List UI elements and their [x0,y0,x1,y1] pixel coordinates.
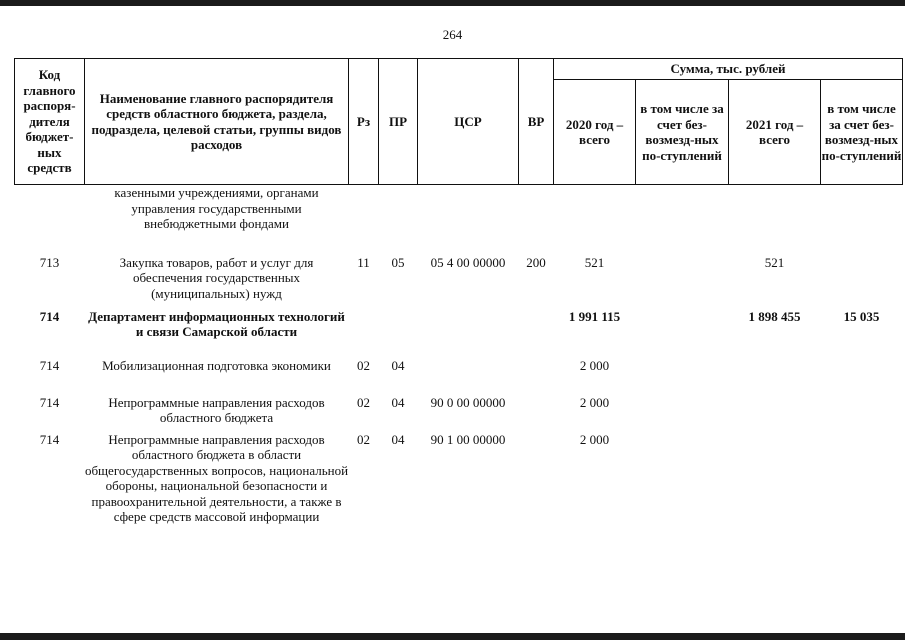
cell-2020-grants [636,255,729,309]
cell-2021-total: 1 898 455 [748,308,801,324]
cell-2020-grants [636,309,729,358]
cell-name: Непрограммные направления расходов областного бюджета [108,394,325,425]
cell-csr: 05 4 00 00000 [430,254,506,270]
cell-2021-total [729,185,821,255]
table-row [15,255,903,309]
budget-table [14,58,903,568]
cell-2021-grants [821,395,903,432]
header-pr: ПР [379,59,418,185]
cell-name: Непрограммные направления расходов областного бюджета в области общегосударственных вопросов, национальной обороны, национальной безопасности и правоохранительной деятельности, а также в сфере средств массовой информации [84,431,349,524]
cell-2021-total [729,358,821,395]
cell-2020-total: 2 000 [579,431,610,447]
scan-edge-top [0,0,905,6]
cell-2021-grants: 15 035 [843,308,880,324]
cell-vr [519,358,554,395]
cell-rz: 02 [357,431,370,447]
scan-edge-bottom [0,633,905,640]
cell-csr [418,309,519,358]
cell-pr [379,309,418,358]
cell-code: 714 [39,431,60,447]
cell-vr [519,395,554,432]
cell-2021-total: 521 [764,254,785,270]
cell-code: 714 [39,394,60,410]
table-row [15,432,903,568]
cell-2020-total: 2 000 [579,357,610,373]
cell-rz: 02 [357,394,370,410]
cell-2020-grants [636,395,729,432]
cell-2020-grants [636,185,729,255]
header-csr: ЦСР [418,59,519,185]
cell-rz [349,185,379,255]
cell-name: Мобилизационная подготовка экономики [102,357,331,373]
cell-2021-total [729,395,821,432]
cell-2020-total [554,185,636,255]
cell-vr [519,432,554,568]
header-name: Наименование главного распорядителя средств областного бюджета, раздела, подраздела, целевой статьи, группы видов расходов [85,59,349,185]
cell-2021-total [729,432,821,568]
cell-pr: 04 [391,357,405,373]
table-row [15,395,903,432]
header-2021-total: 2021 год – всего [729,80,821,185]
cell-pr: 05 [391,254,405,270]
header-sum-group: Сумма, тыс. рублей [554,59,903,80]
table-row [15,358,903,395]
cell-2021-grants [821,432,903,568]
cell-rz: 02 [357,357,370,373]
cell-vr [519,185,554,255]
header-code: Код главного распоря-дителя бюджет-ных средств [15,59,85,185]
cell-2021-grants [821,185,903,255]
cell-2020-total: 521 [584,254,605,270]
cell-code: 714 [39,357,60,373]
cell-2020-grants [636,432,729,568]
header-vr: ВР [519,59,554,185]
cell-name: казенными учреждениями, органами управления государственными внебюджетными фондами [114,185,319,231]
cell-rz [349,309,379,358]
page-number: 264 [442,27,463,42]
cell-name: Закупка товаров, работ и услуг для обеспечения государственных (муниципальных) нужд [119,254,314,301]
header-2021-grants: в том числе за счет без-возмезд-ных по-ступлений [821,80,903,185]
header-2020-grants: в том числе за счет без-возмезд-ных по-ступлений [636,80,729,185]
cell-rz: 11 [357,254,370,270]
cell-2021-grants [821,358,903,395]
cell-csr [418,185,519,255]
cell-code: 713 [39,254,60,270]
cell-vr: 200 [526,254,546,270]
cell-vr [519,309,554,358]
cell-pr [379,185,418,255]
cell-pr: 04 [391,431,405,447]
cell-2021-grants [821,255,903,309]
cell-csr [418,358,519,395]
table-row [15,185,903,255]
header-rz: Рз [349,59,379,185]
cell-code: 714 [39,308,60,324]
table-row [15,309,903,358]
cell-2020-total: 1 991 115 [568,308,621,324]
header-2020-total: 2020 год – всего [554,80,636,185]
cell-pr: 04 [391,394,405,410]
cell-csr: 90 1 00 00000 [430,431,506,447]
cell-csr: 90 0 00 00000 [430,394,506,410]
cell-2020-grants [636,358,729,395]
cell-code [15,185,85,255]
cell-name: Департамент информационных технологий и связи Самарской области [88,308,345,339]
cell-2020-total: 2 000 [579,394,610,410]
